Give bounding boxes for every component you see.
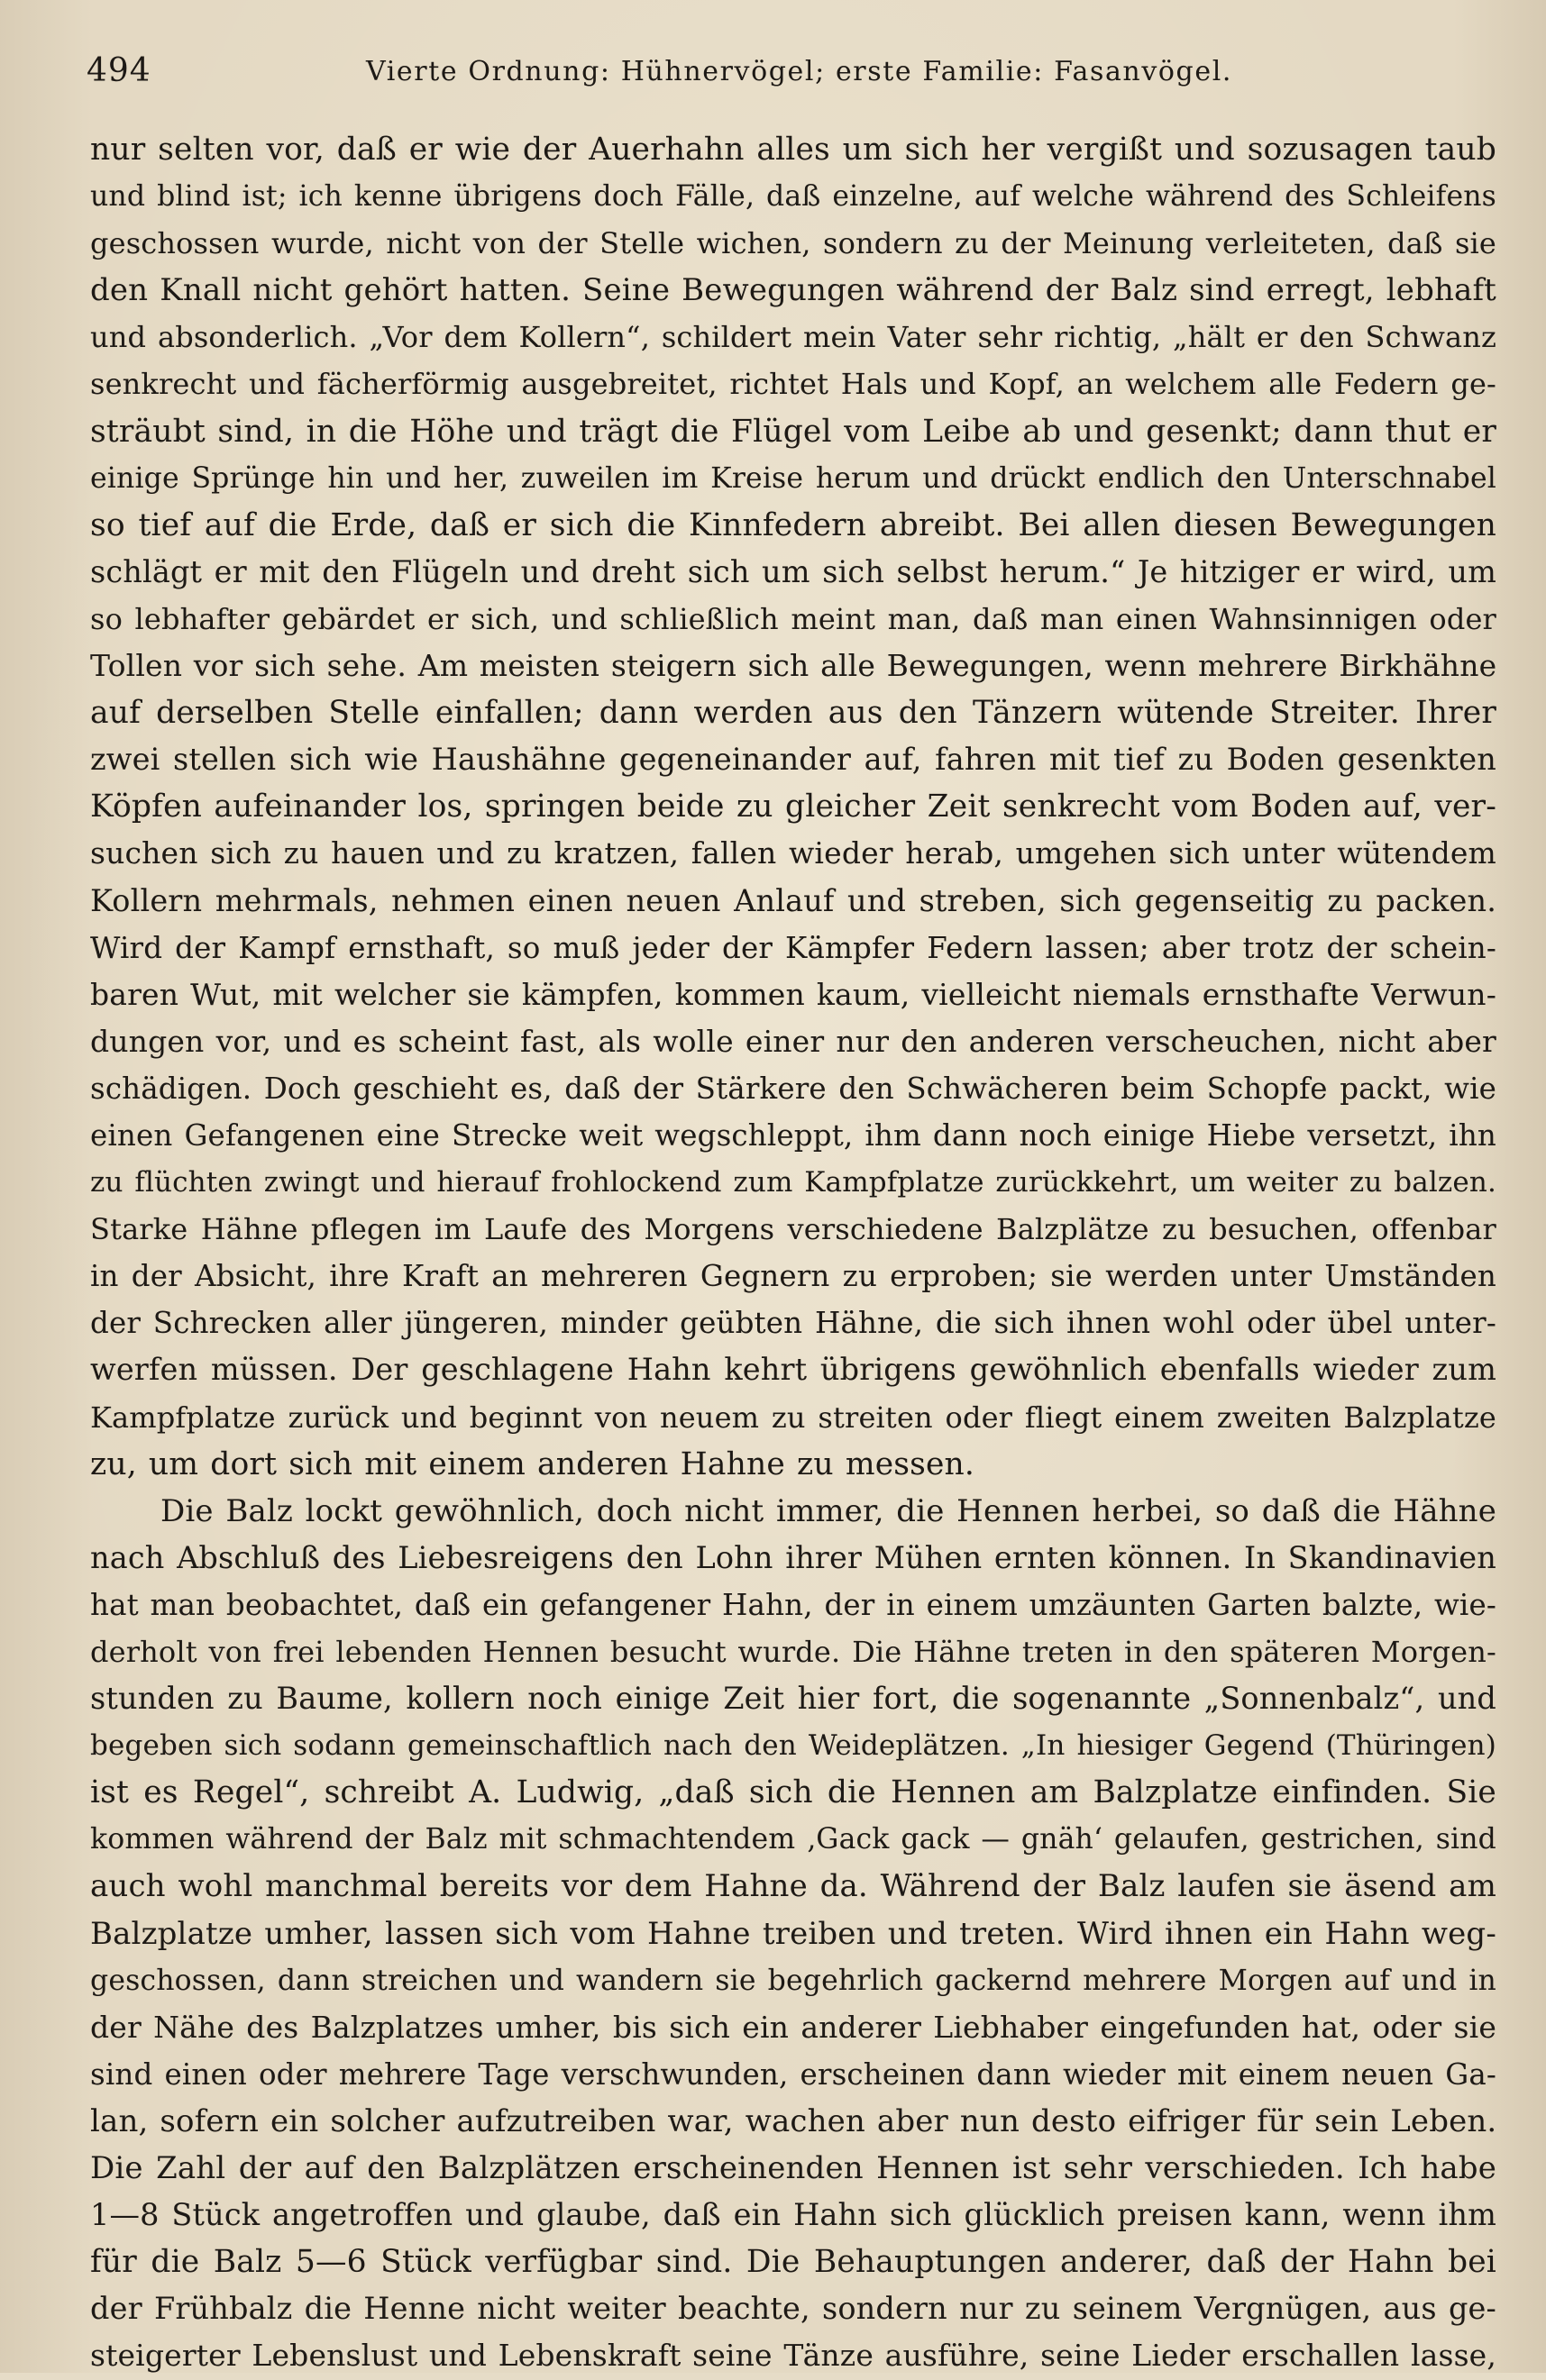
text-line: hat man beobachtet, daß ein gefangener Hahn, der in einem umzäunten Garten balzte, wie- xyxy=(90,1587,1496,1622)
text-line: nach Abschluß des Liebesreigens den Lohn ihrer Mühen ernten können. In Skandinavien xyxy=(90,1539,1496,1575)
text-line: Tollen vor sich sehe. Am meisten steigern sich alle Bewegungen, wenn mehrere Birkhähne xyxy=(90,648,1497,684)
text-line: der Schrecken aller jüngeren, minder geübten Hähne, die sich ihnen wohl oder übel unter- xyxy=(90,1306,1496,1341)
paragraph xyxy=(90,1488,1496,2380)
text-line: auch wohl manchmal bereits vor dem Hahne da. Während der Balz laufen sie äsend am xyxy=(90,1868,1496,1905)
page-number: 494 xyxy=(87,52,151,89)
running-head: Vierte Ordnung: Hühnervögel; erste Familie: Fasanvögel. xyxy=(366,56,1233,87)
text-line: Die Balz lockt gewöhnlich, doch nicht immer, die Hennen herbei, so daß die Hähne xyxy=(160,1492,1496,1529)
text-line: geschossen, dann streichen und wandern sie begehrlich gackernd mehrere Morgen auf und in xyxy=(90,1964,1496,1997)
body-text xyxy=(90,126,1496,2380)
text-line: senkrecht und fächerförmig ausgebreitet, richtet Hals und Kopf, an welchem alle Federn ge- xyxy=(90,367,1496,402)
text-line: der Nähe des Balzplatzes umher, bis sich ein anderer Liebhaber eingefunden hat, oder sie xyxy=(90,2009,1496,2045)
text-line: so lebhafter gebärdet er sich, und schließlich meint man, daß man einen Wahnsinnigen oder xyxy=(90,601,1496,636)
text-line: 1—8 Stück angetroffen und glaube, daß ein Hahn sich glücklich preisen kann, wenn ihm xyxy=(90,2197,1496,2233)
text-line: zwei stellen sich wie Haushähne gegeneinander auf, fahren mit tief zu Boden gesenkten xyxy=(90,742,1496,778)
text-line: suchen sich zu hauen und zu kratzen, fallen wieder herab, umgehen sich unter wütendem xyxy=(90,835,1496,871)
text-line: nur selten vor, daß er wie der Auerhahn alles um sich her vergißt und sozusagen taub xyxy=(90,132,1496,168)
text-line: Balzplatze umher, lassen sich vom Hahne treiben und treten. Wird ihnen ein Hahn weg- xyxy=(90,1915,1496,1952)
text-line: auf derselben Stelle einfallen; dann werden aus den Tänzern wütende Streiter. Ihrer xyxy=(90,695,1496,732)
text-line: Kampfplatze zurück und beginnt von neuem zu streiten oder fliegt einem zweiten Balzplatze xyxy=(90,1400,1496,1435)
text-line: einige Sprünge hin und her, zuweilen im Kreise herum und drückt endlich den Unterschnabel xyxy=(90,461,1496,495)
text-line: schädigen. Doch geschieht es, daß der Stärkere den Schwächeren beim Schopfe packt, wie xyxy=(90,1071,1496,1106)
text-line: den Knall nicht gehört hatten. Seine Bewegungen während der Balz sind erregt, lebhaft xyxy=(90,272,1496,309)
text-line: Wird der Kampf ernsthaft, so muß jeder der Kämpfer Federn lassen; aber trotz der schein- xyxy=(90,930,1496,965)
text-line: Kollern mehrmals, nehmen einen neuen Anlauf und streben, sich gegenseitig zu packen. xyxy=(90,882,1496,918)
text-line: stunden zu Baume, kollern noch einige Zeit hier fort, die sogenannte „Sonnenbalz“, und xyxy=(90,1681,1496,1717)
text-line: derholt von frei lebenden Hennen besucht wurde. Die Hähne treten in den späteren Morgen- xyxy=(90,1635,1496,1669)
text-line: zu flüchten zwingt und hierauf frohlockend zum Kampfplatze zurückkehrt, um weiter zu balzen. xyxy=(90,1166,1496,1199)
text-line: sind einen oder mehrere Tage verschwunden, erscheinen dann wieder mit einem neuen Ga- xyxy=(90,2056,1496,2092)
text-line: geschossen wurde, nicht von der Stelle wichen, sondern zu der Meinung verleiteten, daß sie xyxy=(90,226,1496,261)
text-line: sträubt sind, in die Höhe und trägt die Flügel vom Leibe ab und gesenkt; dann thut er xyxy=(90,413,1496,450)
text-line: kommen während der Balz mit schmachtendem ‚Gack gack — gnäh‘ gelaufen, gestrichen, sind xyxy=(90,1823,1496,1856)
text-line: zu, um dort sich mit einem anderen Hahne zu messen. xyxy=(90,1445,975,1482)
page-header xyxy=(87,52,1490,106)
text-line: Starke Hähne pflegen im Laufe des Morgens verschiedene Balzplätze zu besuchen, offenbar xyxy=(90,1212,1496,1247)
text-line: steigerter Lebenslust und Lebenskraft seine Tänze ausführe, seine Lieder erschallen lasse, xyxy=(90,2338,1496,2374)
text-line: werfen müssen. Der geschlagene Hahn kehrt übrigens gewöhnlich ebenfalls wieder zum xyxy=(90,1352,1496,1388)
text-line: Köpfen aufeinander los, springen beide zu gleicher Zeit senkrecht vom Boden auf, ver- xyxy=(90,789,1496,825)
text-line: schlägt er mit den Flügeln und dreht sich um sich selbst herum.“ Je hitziger er wird, um xyxy=(90,553,1496,589)
text-line: so tief auf die Erde, daß er sich die Kinnfedern abreibt. Bei allen diesen Bewegungen xyxy=(90,506,1496,543)
text-line: begeben sich sodann gemeinschaftlich nach den Weideplätzen. „In hiesiger Gegend (Thüringen) xyxy=(90,1729,1496,1763)
text-line: baren Wut, mit welcher sie kämpfen, kommen kaum, vielleicht niemals ernsthafte Verwun- xyxy=(90,976,1496,1012)
text-line: und blind ist; ich kenne übrigens doch Fälle, daß einzelne, auf welche während des Schleifens xyxy=(90,180,1496,214)
text-line: lan, sofern ein solcher aufzutreiben war, wachen aber nun desto eifriger für sein Leben. xyxy=(90,2102,1497,2139)
text-line: und absonderlich. „Vor dem Kollern“, schildert mein Vater sehr richtig, „hält er den Schwanz xyxy=(90,320,1496,355)
text-line: ist es Regel“, schreibt A. Ludwig, „daß sich die Hennen am Balzplatze einfinden. Sie xyxy=(90,1774,1496,1811)
text-line: dungen vor, und es scheint fast, als wolle einer nur den anderen verscheuchen, nicht aber xyxy=(90,1023,1496,1059)
paragraph xyxy=(90,126,1496,1488)
text-line: in der Absicht, ihre Kraft an mehreren Gegnern zu erproben; sie werden unter Umständen xyxy=(90,1259,1496,1294)
text-line: Die Zahl der auf den Balzplätzen erscheinenden Hennen ist sehr verschieden. Ich habe xyxy=(90,2150,1496,2187)
text-line: für die Balz 5—6 Stück verfügbar sind. Die Behauptungen anderer, daß der Hahn bei xyxy=(90,2244,1496,2281)
text-line: einen Gefangenen eine Strecke weit wegschleppt, ihm dann noch einige Hiebe versetzt, ihn xyxy=(90,1117,1496,1153)
text-line: der Frühbalz die Henne nicht weiter beachte, sondern nur zu seinem Vergnügen, aus ge- xyxy=(90,2291,1496,2327)
